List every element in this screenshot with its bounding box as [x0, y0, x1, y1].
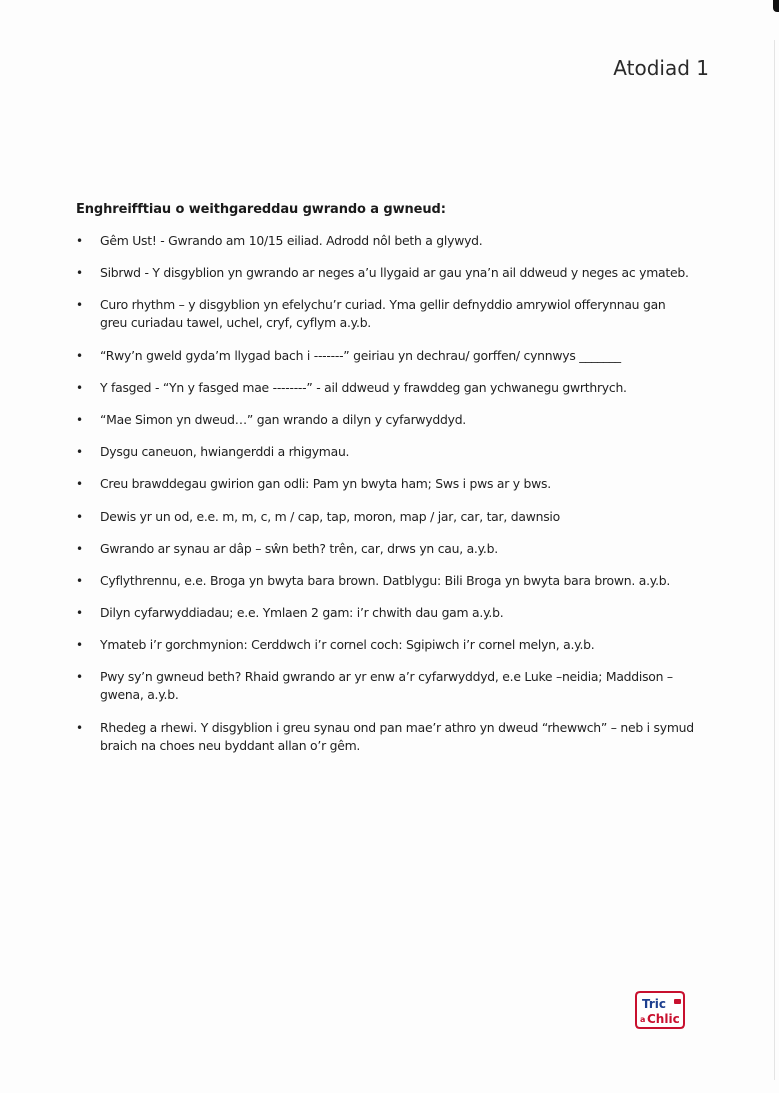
- list-item: • Cyflythrennu, e.e. Broga yn bwyta bara brown. Datblygu: Bili Broga yn bwyta bara brown. a.y.b.: [76, 572, 696, 590]
- scan-edge-line: [774, 40, 775, 1080]
- list-item: • Pwy sy’n gwneud beth? Rhaid gwrando ar yr enw a’r cyfarwyddyd, e.e Luke –neidia; Maddison – gwena, a.y.b.: [76, 668, 696, 704]
- list-item: • Gwrando ar synau ar dâp – sŵn beth? trên, car, drws yn cau, a.y.b.: [76, 540, 696, 558]
- list-item: • “Mae Simon yn dweud…” gan wrando a dilyn y cyfarwyddyd.: [76, 411, 696, 429]
- page-label: Atodiad 1: [613, 56, 709, 80]
- list-item: • Ymateb i’r gorchmynion: Cerddwch i’r cornel coch: Sgipiwch i’r cornel melyn, a.y.b.: [76, 636, 696, 654]
- logo-word-chlic: Chlic: [647, 1012, 680, 1026]
- list-item: • Creu brawddegau gwirion gan odli: Pam yn bwyta ham; Sws i pws ar y bws.: [76, 475, 696, 493]
- list-item: • Rhedeg a rhewi. Y disgyblion i greu synau ond pan mae’r athro yn dweud “rhewwch” – neb i symud braich na choes neu byddant allan o’r gêm.: [76, 719, 696, 755]
- list-item: • Dysgu caneuon, hwiangerddi a rhigymau.: [76, 443, 696, 461]
- section-heading: Enghreifftiau o weithgareddau gwrando a gwneud:: [76, 202, 446, 217]
- logo-word-tric: Tric: [642, 997, 667, 1011]
- list-item: • Curo rhythm – y disgyblion yn efelychu’r curiad. Yma gellir defnyddio amrywiol offerynnau gan greu curiadau tawel, uchel, cryf, cyflym a.y.b.: [76, 296, 696, 332]
- list-item: • Dewis yr un od, e.e. m, m, c, m / cap, tap, moron, map / jar, car, tar, dawnsio: [76, 508, 696, 526]
- logo-word-a: a: [640, 1015, 646, 1024]
- tric-a-chlic-logo-icon: [632, 990, 688, 1030]
- list-item: • Sibrwd - Y disgyblion yn gwrando ar neges a’u llygaid ar gau yna’n ail ddweud y neges ac ymateb.: [76, 264, 696, 282]
- activity-list: [76, 232, 696, 769]
- list-item: • Dilyn cyfarwyddiadau; e.e. Ymlaen 2 gam: i’r chwith dau gam a.y.b.: [76, 604, 696, 622]
- list-item: • Gêm Ust! - Gwrando am 10/15 eiliad. Adrodd nôl beth a glywyd.: [76, 232, 696, 250]
- list-item: • Y fasged - “Yn y fasged mae --------” - ail ddweud y frawddeg gan ychwanegu gwrthrych.: [76, 379, 696, 397]
- list-item: • “Rwy’n gweld gyda’m llygad bach i -------” geiriau yn dechrau/ gorffen/ cynnwys _______: [76, 347, 696, 365]
- scan-corner-mark: [773, 0, 779, 12]
